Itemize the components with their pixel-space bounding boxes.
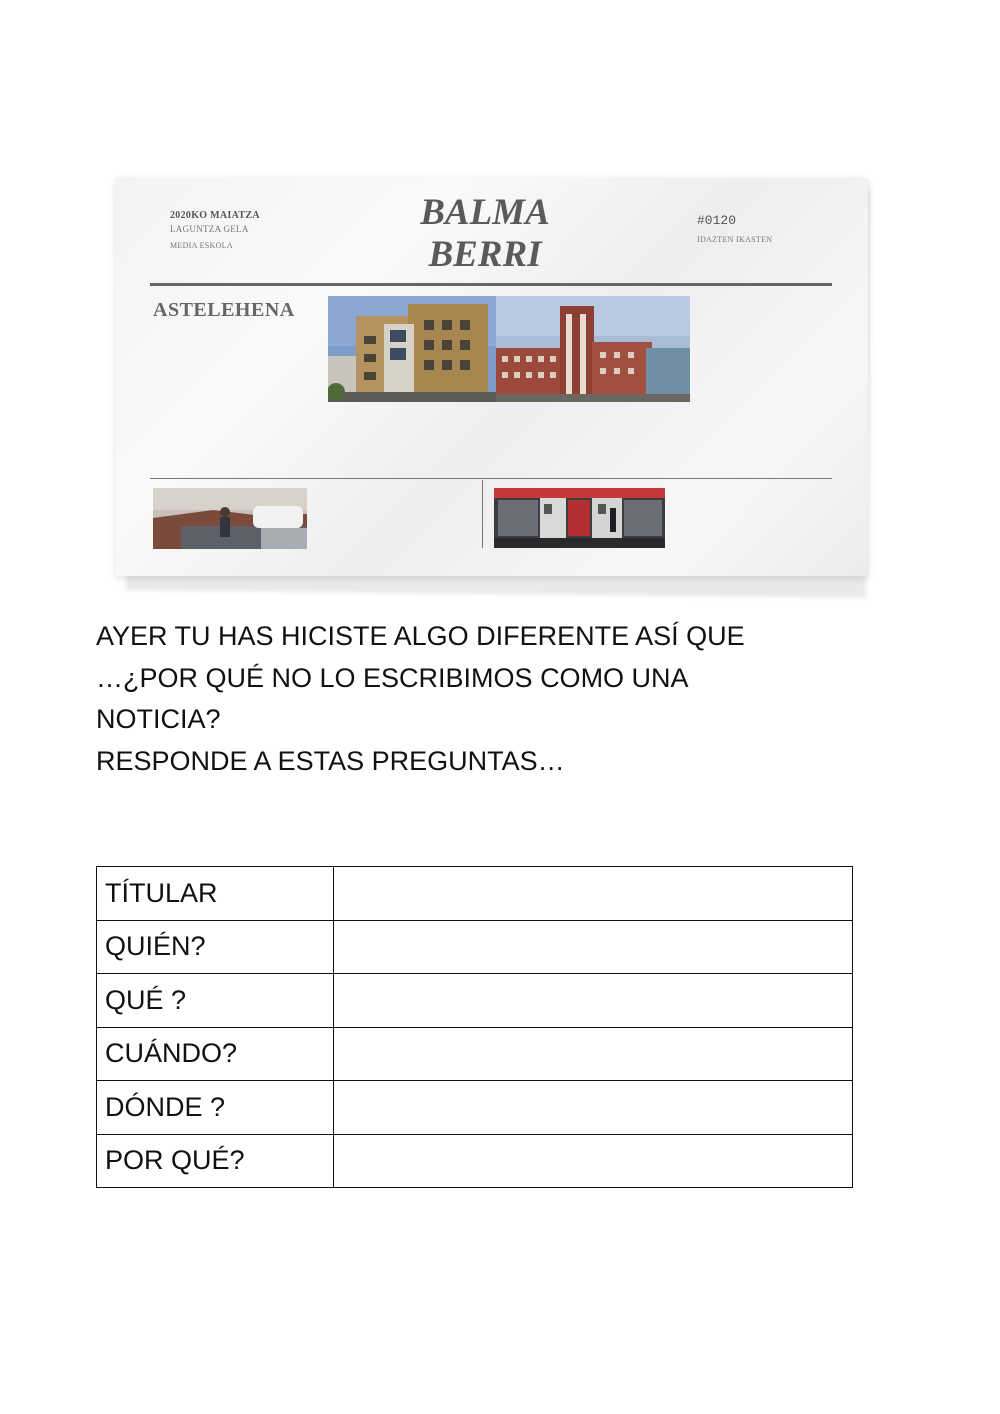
table-row [97,1134,853,1188]
newspaper-subline-1: LAGUNTZA GELA [170,224,249,234]
photo-train-doors [494,488,665,548]
table-row [97,867,853,921]
newspaper-middle-rule [150,478,832,479]
answer-cell[interactable] [334,867,853,921]
photo-red-tower [496,296,690,402]
answer-cell[interactable] [334,1027,853,1081]
instructions [96,616,876,782]
question-label: TÍTULAR [97,867,334,921]
question-label: QUIÉN? [97,920,334,974]
newspaper-day: ASTELEHENA [153,299,295,321]
answer-cell[interactable] [334,974,853,1028]
question-label: QUÉ ? [97,974,334,1028]
photo-brick-building [328,296,496,402]
table-row [97,974,853,1028]
question-label: POR QUÉ? [97,1134,334,1188]
instructions-line-2: …¿POR QUÉ NO LO ESCRIBIMOS COMO UNA [96,662,689,693]
newspaper-subline-2: MEDIA ESKOLA [170,241,233,250]
answer-cell[interactable] [334,1081,853,1135]
photo-person-car [153,488,307,549]
newspaper-column-rule [482,480,483,548]
newspaper-issue-number: #0120 [697,213,737,228]
newspaper-title-line-1: BALMA [420,192,550,233]
questions-table [96,866,853,1188]
question-label: DÓNDE ? [97,1081,334,1135]
newspaper-issue-subtitle: IDAZTEN IKASTEN [697,235,773,244]
question-label: CUÁNDO? [97,1027,334,1081]
newspaper-top-rule [150,283,832,286]
table-row [97,920,853,974]
answer-cell[interactable] [334,1134,853,1188]
answer-cell[interactable] [334,920,853,974]
table-row [97,1027,853,1081]
instructions-line-4: RESPONDE A ESTAS PREGUNTAS… [96,745,565,776]
newspaper-date: 2020KO MAIATZA [170,210,260,221]
instructions-line-1: AYER TU HAS HICISTE ALGO DIFERENTE ASÍ QUE [96,621,745,651]
newspaper-title [380,192,590,276]
table-row [97,1081,853,1135]
newspaper-title-line-2: BERRI [428,234,542,275]
instructions-line-3: NOTICIA? [96,704,221,734]
